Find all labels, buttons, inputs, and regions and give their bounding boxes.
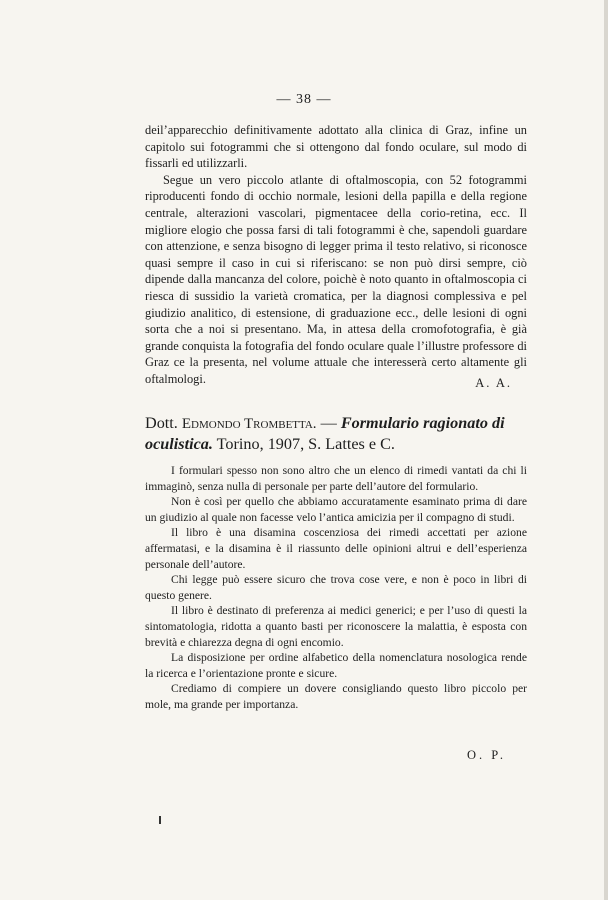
review-1-body <box>145 122 527 388</box>
paragraph: I formulari spesso non sono altro che un elenco di rimedi vantati da chi li immaginò, senza nulla di personale per parte dell’autore del formulario. <box>145 464 527 493</box>
paragraph: Chi legge può essere sicuro che trova cose vere, e non è poco in libri di questo genere. <box>145 573 527 602</box>
author-prefix: Dott. <box>145 414 178 432</box>
paragraph: Crediamo di compiere un dovere consigliando questo libro piccolo per mole, ma grande per importanza. <box>145 682 527 711</box>
paragraph: Il libro è una disamina coscenziosa dei rimedi accettati per azione affermatasi, e la disamina è il riassunto delle opinioni altrui e dell’esperienza personale dell’autore. <box>145 526 527 571</box>
paragraph: La disposizione per ordine alfabetico della nomenclatura nosologica rende la ricerca e l’orientazione pronte e sicure. <box>145 651 527 680</box>
page-number: — 38 — <box>276 92 332 107</box>
author-name: Edmondo Trombetta. <box>181 416 317 432</box>
publication-info: Torino, 1907, S. Lattes e C. <box>216 435 395 453</box>
review-1-signature: A. A. <box>475 376 512 390</box>
page-edge <box>604 0 608 900</box>
paragraph: deil’apparecchio definitivamente adottato alla clinica di Graz, infine un capitolo sui fotogrammi che si ottengono dal fondo oculare, sul modo di fissarli ed utilizzarli. <box>145 123 527 171</box>
review-2-body <box>145 463 527 713</box>
review-2-signature: O. P. <box>467 748 506 762</box>
heading-dash: — <box>320 414 337 432</box>
ink-mark <box>159 816 161 824</box>
paragraph: Segue un vero piccolo atlante di oftalmoscopia, con 52 fotogrammi riproducenti fondo di occhio normale, lesioni della papilla e della regione centrale, alterazioni vascolari, pigmentacee della corio-retina, ecc. Il migliore elogio che possa farsi di tali fotogrammi è che, sapendoli guardare con attenzione, e senza bisogno di legger prima il testo relativo, si riconosce quasi sempre il caso in cui si riferiscano: se non può dirsi sempre, ciò dipende dalla mancanza del colore, poichè è noto quanto in oftalmoscopia ci riesca di sussidio la varietà cromatica, per la diagnosi complessiva e pel giudizio analitico, di estensione, di graduazione ecc., delle lesioni di ogni sorta che a noi si presentano. Ma, in attesa della cromofotografia, è già grande conquista la fotografia del fondo oculare quale l’illustre professore di Graz ce la presenta, nel volume attuale che interesserà certo altamente gli oftalmologi. <box>145 172 527 386</box>
book-title: Formulario ragionato di oculistica. <box>145 414 505 453</box>
paragraph: Il libro è destinato di preferenza ai medici generici; e per l’uso di questi la sintomatologia, ridotta a quanto basti per riconoscere la malattia, è esposta con brevità e chiarezza degna di ogni encomio. <box>145 604 527 649</box>
paragraph: Non è così per quello che abbiamo accuratamente esaminato prima di dare un giudizio al quale non facesse velo l’antica amicizia per il compagno di studi. <box>145 495 527 524</box>
review-2-heading <box>145 413 540 454</box>
